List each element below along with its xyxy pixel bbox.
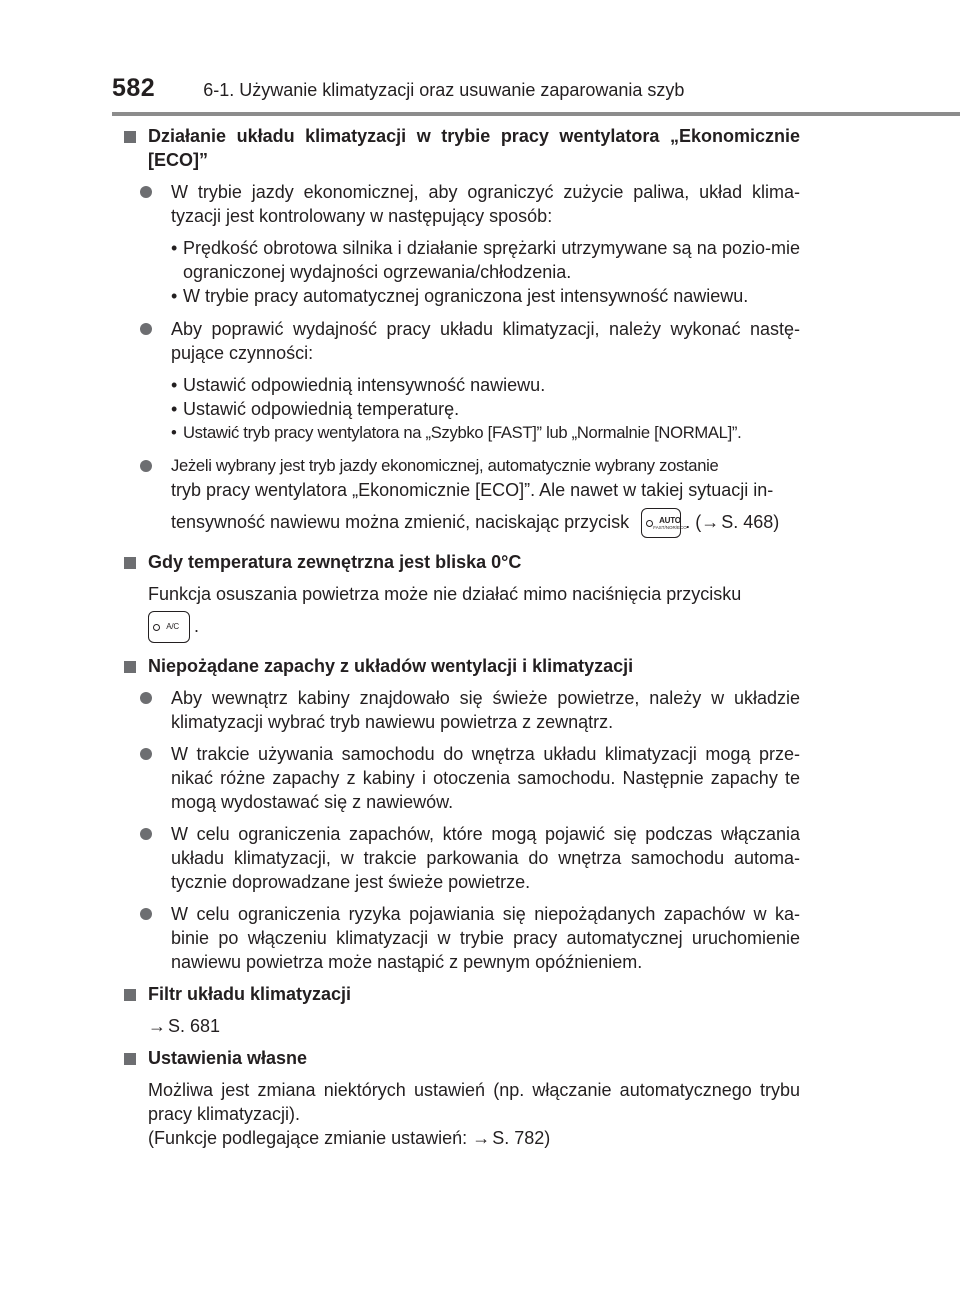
list-item: • Ustawić odpowiednią intensywność nawiewu. <box>171 375 546 395</box>
page-reference: S. 468) <box>721 512 780 532</box>
sublist-eco-1 <box>124 236 800 308</box>
list-item: • Prędkość obrotowa silnika i działanie sprężarki utrzymywane są na pozio-mie ograniczonej wydajności ogrzewania/chłodzenia. <box>171 238 800 282</box>
auto-button-icon: AUTO FAST/NOR/ECO <box>641 508 681 538</box>
bullet-eco-2: Aby poprawić wydajność pracy układu klimatyzacji, należy wykonać nastę-pujące czynności: <box>124 317 800 365</box>
paragraph-filter <box>124 1014 800 1038</box>
header-rule <box>112 112 960 116</box>
round-bullet-icon <box>140 460 152 472</box>
arrow-right-icon: → <box>701 512 720 532</box>
bullet-smell-2: W trakcie używania samochodu do wnętrza układu klimatyzacji mogą prze-nikać różne zapachy z kabiny i otoczenia samochodu. Następnie zapachy te mogą wydostawać się z nawiewów. <box>124 742 800 814</box>
round-bullet-icon <box>140 828 152 840</box>
square-bullet-icon <box>124 1053 136 1065</box>
square-bullet-icon <box>124 557 136 569</box>
bullet-smell-1: Aby wewnątrz kabiny znajdowało się świeże powietrze, należy w układzie klimatyzacji wybrać tryb nawiewu powietrza z zewnątrz. <box>124 686 800 734</box>
round-bullet-icon <box>140 323 152 335</box>
page-reference: S. 782) <box>492 1128 551 1148</box>
page-reference: S. 681 <box>168 1016 221 1036</box>
sublist-eco-2 <box>124 373 800 445</box>
round-bullet-icon <box>140 748 152 760</box>
paragraph-custom-settings: Możliwa jest zmiana niektórych ustawień (np. włączanie automatycznego trybu pracy klimatyzacji). (Funkcje podlegające zmianie ustawień: → S. 782) <box>148 1080 800 1148</box>
heading-custom-settings: Ustawienia własne <box>124 1046 800 1070</box>
bullet-smell-3: W celu ograniczenia zapachów, które mogą pojawić się podczas włączania układu klimatyzacji, w trakcie parkowania do wnętrza samochodu automa-tycznie doprowadzane jest świeże powietrze. <box>124 822 800 894</box>
heading-eco: Działanie układu klimatyzacji w trybie pracy wentylatora „Ekonomicznie [ECO]” <box>124 124 800 172</box>
round-bullet-icon <box>140 908 152 920</box>
indicator-led-icon <box>153 624 160 631</box>
arrow-right-icon: → <box>148 1016 166 1036</box>
square-bullet-icon <box>124 131 136 143</box>
bullet-eco-1: W trybie jazdy ekonomicznej, aby ograniczyć zużycie paliwa, układ klima-tyzacji jest kontrolowany w następujący sposób: <box>124 180 800 228</box>
page-header <box>112 74 684 103</box>
bullet-smell-4: W celu ograniczenia ryzyka pojawiania się niepożądanych zapachów w ka-binie po włączeniu klimatyzacji w trybie pracy automatycznej uruchomienie nawiewu powietrza może nastąpić z pewnym opóźnieniem. <box>124 902 800 974</box>
arrow-right-icon: → <box>472 1128 491 1148</box>
list-item: • Ustawić odpowiednią temperaturę. <box>171 399 460 419</box>
list-item: • Ustawić tryb pracy wentylatora na „Szybko [FAST]” lub „Normalnie [NORMAL]”. <box>171 423 742 442</box>
section-title: 6-1. Używanie klimatyzacji oraz usuwanie zaparowania szyb <box>203 80 685 100</box>
round-bullet-icon <box>140 692 152 704</box>
heading-temperature: Gdy temperatura zewnętrzna jest bliska 0°C <box>124 550 800 574</box>
paragraph-temperature: Funkcja osuszania powietrza może nie działać mimo naciśnięcia przycisku A/C . <box>124 582 800 646</box>
page-content <box>124 124 800 1158</box>
square-bullet-icon <box>124 661 136 673</box>
ac-button-icon: A/C <box>148 611 190 643</box>
square-bullet-icon <box>124 989 136 1001</box>
heading-smell: Niepożądane zapachy z układów wentylacji i klimatyzacji <box>124 654 800 678</box>
heading-filter: Filtr układu klimatyzacji <box>124 982 800 1006</box>
page-number: 582 <box>112 74 156 102</box>
round-bullet-icon <box>140 186 152 198</box>
list-item: • W trybie pracy automatycznej ograniczona jest intensywność nawiewu. <box>171 286 749 306</box>
bullet-eco-3: Jeżeli wybrany jest tryb jazdy ekonomicznej, automatycznie wybrany zostanie tryb pracy wentylatora „Ekonomicznie [ECO]”. Ale nawet w takiej sytuacji in- tensywność nawiewu można zmienić, naciskając przycisk AUTO FAST/NOR/ECO . (→ S. 468) <box>124 454 800 542</box>
indicator-led-icon <box>646 520 653 527</box>
